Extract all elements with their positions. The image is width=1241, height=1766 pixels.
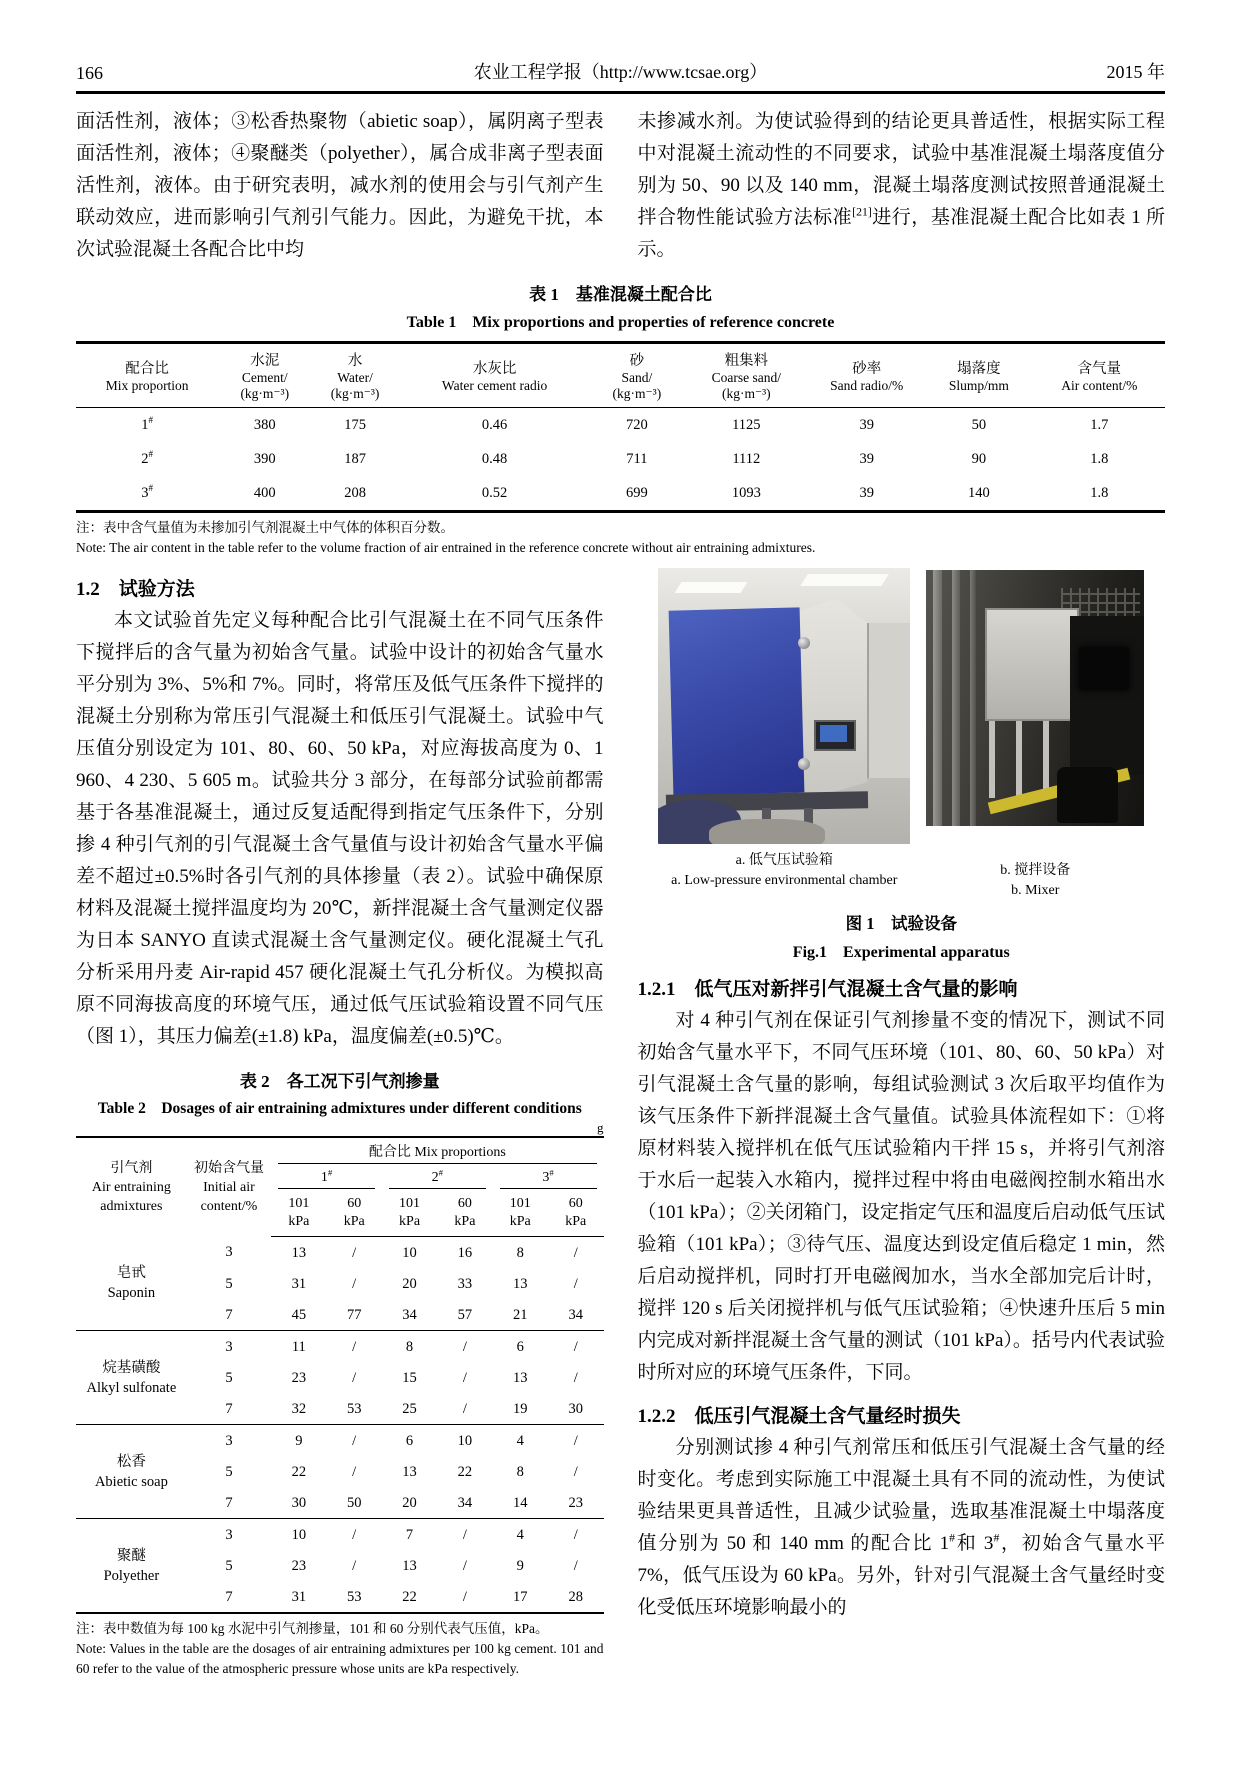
table2-admixture-name: 聚醚 Polyether	[76, 1519, 187, 1614]
table2-unit-label: g	[597, 1120, 604, 1135]
section-1-2-1-heading: 1.2.1 低气压对新拌引气混凝土含气量的影响	[637, 979, 1018, 1000]
table2-row: 聚醚 Polyether 3 10 / 7 / 4 /	[76, 1519, 604, 1551]
table2-title-zh: 表 2 各工况下引气剂掺量	[239, 1072, 440, 1091]
page-header	[76, 58, 1165, 94]
table1-col-header: 塌落度 Slump/mm	[924, 343, 1033, 408]
table1-header-row	[76, 343, 1165, 408]
figure1-caption-en: Fig.1 Experimental apparatus	[792, 944, 1010, 961]
table2-body	[76, 1237, 604, 1614]
frame-post	[933, 570, 942, 826]
table2-mix-header: 配合比 Mix proportions	[271, 1137, 603, 1167]
table2-row: 烷基磺酸 Alkyl sulfonate 3 11 / 8 / 6 /	[76, 1331, 604, 1363]
table2-admixture-name: 烷基磺酸 Alkyl sulfonate	[76, 1331, 187, 1425]
chamber-screen-display	[820, 725, 848, 742]
top-paragraph-row	[76, 106, 1165, 266]
table1-col-header: 粗集料 Coarse sand/ (kg·m⁻³)	[683, 343, 809, 408]
ceiling-light	[801, 574, 889, 586]
table1-note-zh: 注：表中含气量值为未掺加引气剂混凝土中气体的体积百分数。	[76, 520, 454, 535]
mixer-machinery	[1070, 616, 1144, 775]
table2-row: 5 22 / 13 22 8 /	[225, 1463, 578, 1480]
table2-row: 7 31 53 22 / 17 28	[225, 1588, 583, 1605]
table1-row: 3# 400 208 0.52 699 1093 39 140 1.8	[141, 482, 1109, 501]
table2-row: 5 23 / 13 / 9 /	[225, 1557, 578, 1574]
table1-col-header: 含气量 Air content/%	[1034, 343, 1165, 408]
mixing-bucket	[1057, 767, 1118, 823]
journal-title: 农业工程学报（http://www.tcsae.org）	[473, 62, 768, 82]
mixer-motor	[1079, 647, 1129, 691]
photo-low-pressure-chamber	[658, 568, 910, 844]
figure1-caption-zh: 图 1 试验设备	[845, 914, 957, 933]
section-1-2-2-heading: 1.2.2 低压引气混凝土含气量经时损失	[637, 1406, 961, 1427]
table2-pressure-header: 101 kPa	[271, 1192, 326, 1237]
section-1-2-2-paragraph: 分别测试掺 4 种引气剂常压和低压引气混凝土含气量的经时变化。考虑到实际施工中混凝土具有不同的流动性，为使试验结果更具普适性，且减少试验量，选取基准混凝土中塌落度值分别为 50 和 140 mm 的配合比 1#和 3#，初始含气量水平 7%，低气压设为 60 kPa。另外，针对引气混凝土含气量经时变化受低压环境影响最小的	[637, 1437, 1165, 1618]
table2-row: 7 32 53 25 / 19 30	[225, 1400, 583, 1417]
table2-title-en: Table 2 Dosages of air entraining admixtures under different conditions	[97, 1100, 582, 1117]
page-number: 166	[76, 63, 103, 83]
table2-row: 5 23 / 15 / 13 /	[225, 1369, 578, 1386]
main-columns	[76, 558, 1165, 1679]
photo-mixer	[926, 570, 1144, 826]
table2-admixture-name: 皂甙 Saponin	[107, 1265, 156, 1302]
frame-post	[952, 570, 960, 826]
table1-row: 2# 390 187 0.48 711 1112 39 90 1.8	[141, 448, 1109, 467]
table2-mix-label: 3#	[493, 1167, 604, 1192]
table2-row: 7 45 77 34 57 21 34	[225, 1306, 583, 1323]
table2-mix-label: 2#	[382, 1167, 493, 1192]
table2-pressure-header: 101 kPa	[382, 1192, 437, 1237]
frame-post	[970, 570, 977, 826]
background-door	[867, 623, 910, 778]
table1-note-en: Note: The air content in the table refer to the volume fraction of air entrained in the reference concrete without air entraining admixtures.	[76, 540, 816, 555]
table1-block	[76, 280, 1165, 558]
table2-admixture-header: 引气剂 Air entraining admixtures	[91, 1160, 171, 1214]
table2-row: 7 30 50 20 34 14 23	[225, 1494, 583, 1511]
table2-pressure-header: 60 kPa	[327, 1192, 382, 1237]
figure-1-caption	[638, 910, 1166, 962]
table2-note-zh: 注：表中数值为每 100 kg 水泥中引气剂掺量，101 和 60 分别代表气压值，kPa。	[76, 1621, 549, 1636]
table1-col-header: 砂 Sand/ (kg·m⁻³)	[590, 343, 683, 408]
table1-col-header: 水 Water/ (kg·m⁻³)	[311, 343, 399, 408]
table2-pressure-header: 60 kPa	[548, 1192, 604, 1237]
table1-title-zh: 表 1 基准混凝土配合比	[529, 285, 712, 304]
table2-admixture-name: 松香 Abietic soap	[76, 1425, 187, 1519]
table2-head	[76, 1137, 604, 1237]
table2-pressure-header: 101 kPa	[493, 1192, 548, 1237]
mixer-cabinet	[985, 608, 1079, 721]
caption-a-zh: a. 低气压试验箱	[735, 853, 833, 868]
table2-mix-label: 1#	[271, 1167, 382, 1192]
table2-row: 5 31 / 20 33 13 /	[225, 1275, 578, 1292]
table2	[76, 1136, 604, 1614]
ceiling-light	[675, 582, 747, 593]
figure-1-subcaptions	[638, 851, 1166, 901]
figure-1	[638, 568, 1166, 962]
table1-col-header: 水泥 Cement/ (kg·m⁻³)	[218, 343, 311, 408]
table2-row: 松香 Abietic soap 3 9 / 6 10 4 /	[76, 1425, 604, 1457]
section-1-2-paragraph: 本文试验首先定义每种配合比引气混凝土在不同气压条件下搅拌后的含气量为初始含气量。试验中设计的初始含气量水平分别为 3%、5%和 7%。同时，将常压及低气压条件下搅拌的混凝土分别称为常压引气混凝土和低压引气混凝土。试验中气压值分别设定为 101、80、60、50 kPa，对应海拔高度为 0、1 960、4 230、5 605 m。试验共分 3 部分，在每部分试验前都需基于各基准混凝土，通过反复适配得到指定气压条件下，分别掺 4 种引气剂的引气混凝土含气量值与设计初始含气量水平偏差不超过±0.5%时各引气剂的具体掺量（表 2）。试验中确保原材料及混凝土搅拌温度均为 20℃，新拌混凝土含气量测定仪器为日本 SANYO 直读式混凝土含气量测定仪。硬化混凝土气孔分析采用丹麦 Air-rapid 457 硬化混凝土气孔分析仪。为模拟高原不同海拔高度的环境气压，通过低气压试验箱设置不同气压（图 1），其压力偏差(±1.8) kPa，温度偏差(±0.5)℃。	[76, 610, 604, 1047]
table1-row: 1# 380 175 0.46 720 1125 39 50 1.7	[141, 414, 1109, 433]
figure-1-photos	[638, 568, 1166, 844]
section-1-2-heading: 1.2 试验方法	[76, 579, 195, 600]
chamber-blue-door	[668, 608, 804, 796]
left-top-paragraph: 面活性剂，液体；③松香热聚物（abietic soap），属阴离子型表面活性剂，液体；④聚醚类（polyether），属合成非离子型表面活性剂，液体。由于研究表明，减水剂的使用会与引气剂产生联动效应，进而影响引气剂引气能力。因此，为避免干扰，本次试验混凝土各配合比中均	[76, 111, 604, 260]
table2-pressure-header: 60 kPa	[437, 1192, 492, 1237]
caption-b-zh: b. 搅拌设备	[1000, 863, 1071, 878]
table1	[76, 341, 1165, 513]
right-column	[638, 558, 1166, 1679]
table2-row: 皂甙 Saponin 3 13 / 10 16 8 /	[76, 1237, 604, 1269]
left-column	[76, 558, 604, 1679]
table1-title-en: Table 1 Mix proportions and properties of reference concrete	[406, 314, 835, 331]
table1-body	[76, 408, 1165, 512]
caption-b-en: b. Mixer	[1011, 883, 1060, 898]
table1-col-header: 水灰比 Water cement radio	[399, 343, 591, 408]
publication-year: 2015 年	[1106, 62, 1165, 82]
caption-a-en: a. Low-pressure environmental chamber	[671, 873, 898, 888]
table1-col-header: 砂率 Sand radio/%	[809, 343, 924, 408]
floor-cloth	[709, 819, 825, 844]
chamber-side-panel	[797, 598, 868, 802]
table2-note-en: Note: Values in the table are the dosages of air entraining admixtures per 100 kg cement. 101 and 60 refer to the value of the atmospheric pressure whose units are kPa respectively.	[76, 1641, 604, 1676]
right-top-paragraph: 未掺减水剂。为使试验得到的结论更具普适性，根据实际工程中对混凝土流动性的不同要求，试验中基准混凝土塌落度值分别为 50、90 以及 140 mm，混凝土塌落度测试按照普通混凝土拌合物性能试验方法标准[21]进行，基准混凝土配合比如表 1 所示。	[637, 111, 1165, 260]
section-1-2-1-paragraph: 对 4 种引气剂在保证引气剂掺量不变的情况下，测试不同初始含气量水平下，不同气压环境（101、80、60、50 kPa）对引气混凝土含气量的影响，每组试验测试 3 次后取平均值作为该气压条件下新拌混凝土含气量值。试验具体流程如下：①将原材料装入搅拌机在低气压试验箱内干拌 15 s，并将引气剂溶于水后一起装入水箱内，搅拌过程中将由电磁阀控制水箱出水（101 kPa）；②关闭箱门，设定指定气压和温度后启动低气压试验箱（101 kPa）；③待气压、温度达到设定值后稳定 1 min，然后启动搅拌机，同时打开电磁阀加水，当水全部加完后计时，搅拌 120 s 后关闭搅拌机与低气压试验箱；④快速升压后 5 min 内完成对新拌混凝土含气量的测试（101 kPa）。括号内代表试验时所对应的环境气压条件，下同。	[637, 1010, 1165, 1383]
table2-initial-header: 初始含气量 Initial air content/%	[193, 1160, 264, 1214]
chamber-latch	[798, 637, 810, 649]
table1-col-header: 配合比 Mix proportion	[76, 343, 218, 408]
